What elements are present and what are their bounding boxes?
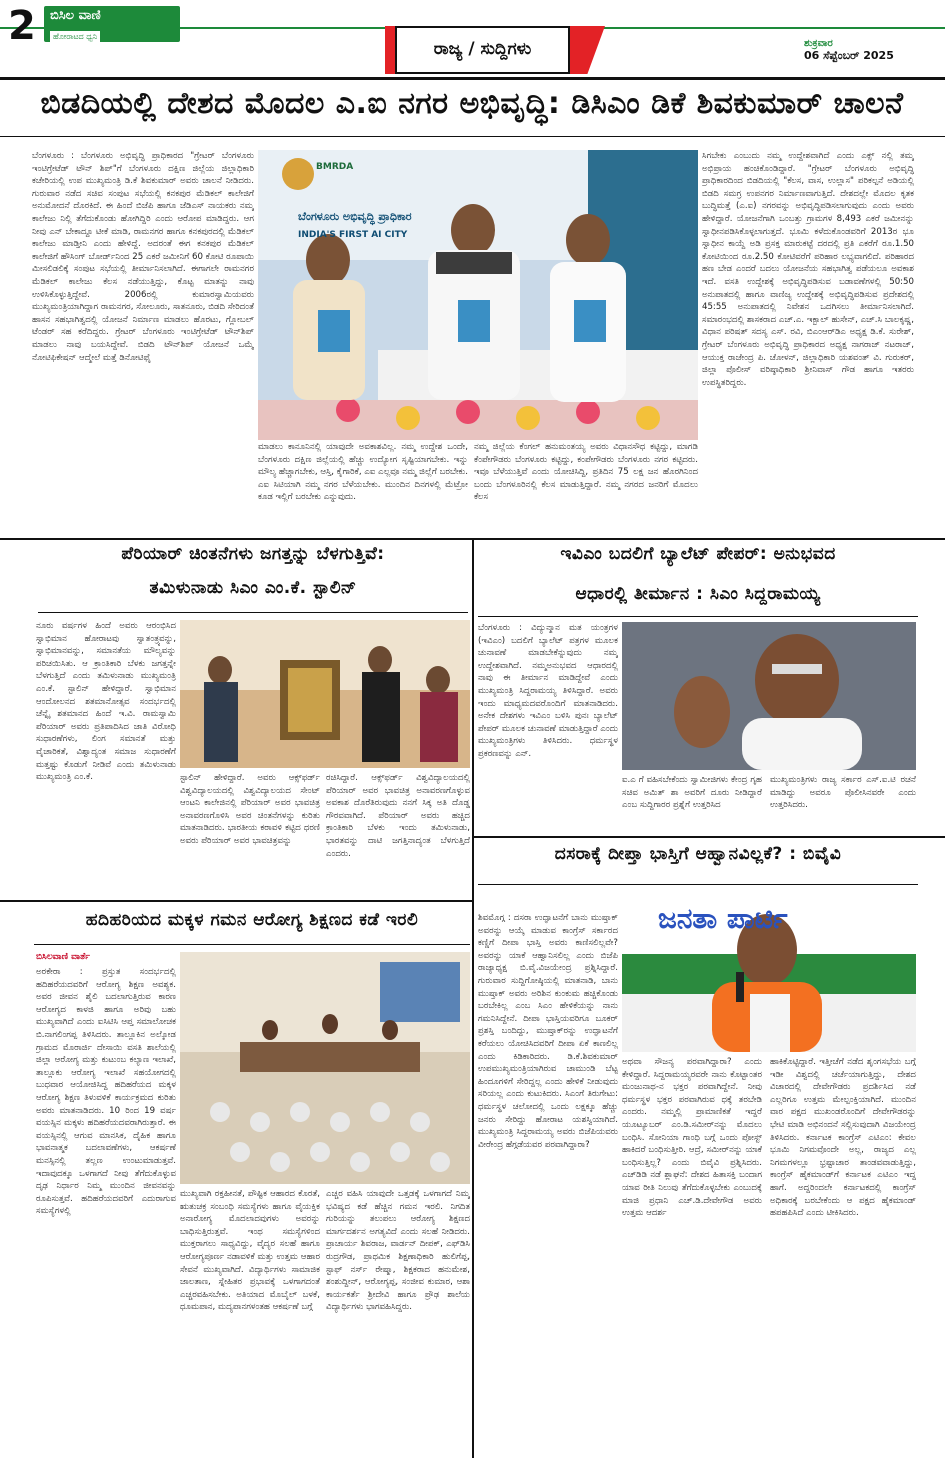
section-label: ರಾಜ್ಯ / ಸುದ್ದಿಗಳು: [433, 39, 532, 59]
story4-col2: ಅಥವಾ ಸೌಜನ್ಯ ಪರವಾಗಿದ್ದಾರಾ? ಎಂದು ಕೇಳಿದ್ದಾರೆ. ಸಿದ್ದರಾಮಯ್ಯರವರೇ ನಾನು ಕೊಟ್ಟಾಂತರ ಮಂಜುನಾಥ-ನ ಭಕ್ತರ ಪರವಾಗಿದ್ದೇನೆ. ನೀವು ಧರ್ಮಸ್ಥಳ ಭಕ್ತರ ಪರವಾಗಿರುವ ಧಕ್ಕೆ ತರಬೇಡಿ ಎಂದರು. ನಮ್ಮಲ್ಲಿ ಪ್ರಾಮಾಣಿಕತೆ ಇದ್ದರೆ ಯೂಟ್ಯೂಬರ್ ಎಂ.ಡಿ.ಸಮೀರ್‌ನನ್ನು ಮೊದಲು ಬಂಧಿಸಿ. ಸೋನಿಯಾ ಗಾಂಧಿ ಬಗ್ಗೆ ಒಂದು ಪೋಸ್ಟ್ ಹಾಕಿದರೆ ಬಂಧಿಸುತ್ತೀರಿ. ಆದ್ರೆ, ಸಮೀರ್‌ನನ್ನು ಯಾಕೆ ಬಂಧಿಸುತ್ತಿಲ್ಲ? ಎಂದು ಬಿವೈವಿ ಪ್ರಶ್ನಿಸಿದರು. ಎಚ್‌ಡಿಡಿ ನಡೆ ಶ್ಲಾಘನೆ: ದೇಶದ ಹಿತಾಸಕ್ತಿ ಬಂದಾಗ ಯಾವ ರೀತಿ ನಿಲುವು ತೆಗೆದುಕೊಳ್ಳಬೇಕು ಎಂಬುದಕ್ಕೆ ಮಾಜಿ ಪ್ರಧಾನಿ ಎಚ್.ಡಿ.ದೇವೇಗೌಡ ಅವರು ಉತ್ತಮ ಆದರ್ಶ: [622, 1057, 762, 1219]
story2-photo: [180, 620, 470, 768]
brand-name: ಬಿಸಿಲ ವಾಣಿ: [50, 8, 101, 23]
story3-col1: ಬೆಂಗಳೂರು : ವಿದ್ಯುನ್ಮಾನ ಮತ ಯಂತ್ರಗಳ (ಇವಿಎಂ) ಬದಲಿಗೆ ಬ್ಯಾಲೆಟ್ ಪತ್ರಗಳ ಮೂಲಕ ಚುನಾವಣೆ ಮಾಡಬೇಕೆನ್ನುವುದು ನಮ್ಮ ಉದ್ದೇಶವಾಗಿದೆ. ನಮ್ಮಅನುಭವದ ಆಧಾರದಲ್ಲಿ ನಾವು ಈ ತೀರ್ಮಾನ ಮಾಡಿದ್ದೇವೆ ಎಂದು ಮುಖ್ಯಮಂತ್ರಿ ಸಿದ್ದರಾಮಯ್ಯ ತಿಳಿಸಿದ್ದಾರೆ. ಅವರು ಇಂದು ಮಾಧ್ಯಮದವರೊಂದಿಗೆ ಮಾತನಾಡಿದರು. ಅನೇಕ ದೇಶಗಳು ಇವಿಎಂ ಬಳಿಸಿ ಪುನಃ ಬ್ಯಾಲೆಟ್ ಪೇಪರ್ ಮೂಲಕ ಚುನಾವಣೆ ಮಾಡುತ್ತಿದ್ದಾರೆ ಎಂದು ಮುಖ್ಯಮಂತ್ರಿಗಳು ತಿಳಿಸಿದರು. ಧರ್ಮಸ್ಥಳ ಪ್ರಕರಣವನ್ನು ಎನ್.: [478, 623, 618, 759]
story5-top-rule: [0, 900, 472, 902]
story5-photo-illustration: [180, 952, 470, 1184]
story3-headline-line2: ಆಧಾರಲ್ಲಿ ತೀರ್ಮಾನ : ಸಿಎಂ ಸಿದ್ದರಾಮಯ್ಯ: [575, 584, 821, 604]
center-divider: [472, 538, 474, 1458]
story5-rule: [34, 944, 470, 945]
date-label: 06 ಸೆಪ್ಟೆಂಬರ್ 2025: [804, 49, 894, 62]
story2-col3: ರಚಿಸಿದ್ದಾರೆ. ಆಕ್ಸ್‌ಫರ್ಡ್ ವಿಶ್ವವಿದ್ಯಾಲಯದಲ್ಲಿ ಪೆರಿಯಾರ್ ಅವರ ಭಾವಚಿತ್ರ ಅನಾವರಣಗೊಳ್ಳುವ ಅವಕಾಶ ದೊರೆತಿರುವುದು ನನಗೆ ಸಿಕ್ಕ ಅತಿ ದೊಡ್ಡ ಗೌರವವಾಗಿದೆ. ಪೆರಿಯಾರ್ ಅವರು ಹಚ್ಚಿದ ಕ್ರಾಂತಿಕಾರಿ ಬೆಳಕು ಇಂದು ತಮಿಳುನಾಡು, ಭಾರತವನ್ನು ದಾಟಿ ಜಗತ್ತಿನಾದ್ಯಂತ ಬೆಳಗುತ್ತಿದೆ ಎಂದರು.: [326, 773, 470, 859]
story1-col1: ಬೆಂಗಳೂರು : ಬೆಂಗಳೂರು ಅಭಿವೃದ್ಧಿ ಪ್ರಾಧಿಕಾರದ "ಗ್ರೇಟರ್ ಬೆಂಗಳೂರು ಇಂಟಿಗ್ರೇಟೆಡ್ ಟೌನ್ ಶಿಪ್"ಗೆ ಬೆಂಗಳೂರು ದಕ್ಷಿಣ ಜಿಲ್ಲೆಯ ಜಿಲ್ಲಾಧಿಕಾರಿ ಕಚೇರಿಯಲ್ಲಿ ಉಪ ಮುಖ್ಯಮಂತ್ರಿ ಡಿ.ಕೆ ಶಿವಕುಮಾರ್ ಅವರು ಚಾಲನೆ ನೀಡಿದರು. ಗುರುವಾರ ನಡೆದ ಸಚಿವ ಸಂಪುಟ ಸಭೆಯಲ್ಲಿ ಕನಕಪುರ ಮೆಡಿಕಲ್ ಕಾಲೇಜಿಗೆ ಅನುಮೋದನೆ ದೊರಕಿದೆ. ಈ ಹಿಂದೆ ಬಿಜೆಪಿ ಹಾಗೂ ಜೆಡಿಎಸ್ ನಾಯಕರು ನಮ್ಮ ಕಾಲೇಜು ನಿಲ್ಲಿ ತೆಗೆದುಕೊಂಡು ಹೋಗಿದ್ದಿರಿ ಎಂದು ಆರೋಪ ಮಾಡಿದ್ದರು. ಆಗ ನೀವು ಎನ್ ಬೇಕಾದ್ದೂ ಟೀಕೆ ಮಾಡಿ, ರಾಮನಗರ ಹಾಗೂ ಕನಕಪುರದಲ್ಲಿ ಮೆಡಿಕಲ್ ಕಾಲೇಜು ಮಾಡ್ತೀನಿ ಎಂದು ಹೇಳಿದ್ದೆ. ಅದರಂತೆ ಈಗ ಕನಕಪುರ ಮೆಡಿಕಲ್ ಕಾಲೇಜಿಗೆ ಹೌಸಿಂಗ್ ಬೋರ್ಡ್‌ನಿಂದ 25 ಎಕರೆ ಜಮೀನಿಗೆ 60 ಕೋಟಿ ರೂಪಾಯಿ ಮೀಸಲಿಡಲಿಕ್ಕೆ ಸಂಪುಟ ಸಭೆಯಲ್ಲಿ ತೀರ್ಮಾನಿಸಲಾಗಿದೆ. ಈಗಾಗಲೇ ರಾಮನಗರ ಮೆಡಿಕಲ್ ಕಾಲೇಜು ಕೆಲಸ ನಡೆಯುತ್ತಿದ್ದು, ಕೊಟ್ಟ ಮಾತನ್ನು ನಾವು ಉಳಿಸಿಕೊಳ್ಳುತ್ತಿದ್ದೇವೆ. 2006ರಲ್ಲಿ ಕುಮಾರಸ್ವಾಮಿಯವರು ಮುಖ್ಯಮಂತ್ರಿಯಾಗಿದ್ದಾಗ ರಾಮನಗರ, ಸೋಲೂರು, ಸಾತನೂರು, ಬಿಡದಿ ಸೇರಿದಂತೆ ಹಾಸನ ಸಹಭಾಗಿತ್ವದಲ್ಲಿ ಯೋಜನೆ ನಿರ್ಮಾಣ ಮಾಡಲು ಹೊರಟು, ಗ್ಲೋಬಲ್ ಟೆಂಡರ್ ಸಹ ಕರೆದಿದ್ದರು. ಗ್ರೇಟರ್ ಬೆಂಗಳೂರು ಇಂಟಿಗ್ರೇಟೆಡ್ ಟೌನ್‌ಶಿಪ್ ಮಾಡಲು ನಾವು ಬಯಸಿದ್ದೇವೆ. ಬಿಡದಿ ಟೌನ್‌ಶಿಪ್ ಯೋಜನೆ ಒಮ್ಮೆ ನೋಟಿಫಿಕೇಷನ್ ಆದ್ಮೇಲೆ ಮತ್ತೆ ಡಿನೋಟಿಫೈ: [32, 151, 254, 363]
masthead-bottom-rule: [0, 77, 945, 80]
story5-col2: ಮುಖ್ಯವಾಗಿ ರಕ್ತಹೀನತೆ, ಪೌಷ್ಟಿಕ ಆಹಾರದ ಕೊರತೆ, ಋತುಚಕ್ರ ಸಂಬಂಧಿ ಸಮಸ್ಯೆಗಳು ಹಾಗೂ ವೈಯಕ್ತಿಕ ಅನಾರೋಗ್ಯ ಮೊದಲಾದವುಗಳು ಅವರನ್ನು ಬಾಧಿಸುತ್ತಿರುತ್ತವೆ. ಇಂಥ ಸಮಸ್ಯೆಗಳಿಂದ ಮುಕ್ತರಾಗಲು ಸಾಧ್ಯವಿದ್ದು, ವೈದ್ಯರ ಸಲಹೆ ಹಾಗೂ ಆರೋಗ್ಯಪೂರ್ಣ ನಡಾವಳಿಕೆ ಮತ್ತು ಉತ್ತಮ ಆಹಾರ ಸೇವನೆ ಮುಖ್ಯವಾಗಿದೆ. ವಿದ್ಯಾರ್ಥಿಗಳು ಸಾಮಾಜಿಕ ಜಾಲತಾಣ, ಸ್ನೇಹಿತರ ಪ್ರಭಾವಕ್ಕೆ ಒಳಗಾಗದಂತೆ ಎಚ್ಚರವಹಿಸಬೇಕು. ಅತಿಯಾದ ಮೊಬೈಲ್ ಬಳಕೆ, ಧೂಮಪಾನ, ಮದ್ಯಪಾನಗಳಂತಹ ಆಕರ್ಷಣೆ ಬಗ್ಗೆ: [180, 1189, 320, 1313]
story2-photo-illustration: [180, 620, 470, 768]
story2-col1: ನೂರು ವರ್ಷಗಳ ಹಿಂದೆ ಅವರು ಆರಂಭಿಸಿದ ಸ್ವಾಭಿಮಾನ ಹೋರಾಟವು ಸ್ವಾತಂತ್ರ್ಯವನ್ನು, ಸ್ವಾಭಿಮಾನವನ್ನು, ಸಮಾನತೆಯ ಮೌಲ್ಯವನ್ನು ಪರಿಚಯಿಸಿತು. ಆ ಕ್ರಾಂತಿಕಾರಿ ಬೆಳಕು ಜಗತ್ತನ್ನೇ ಬೆಳಗುತ್ತಿದೆ ಎಂದು ತಮಿಳುನಾಡು ಮುಖ್ಯಮಂತ್ರಿ ಎಂ.ಕೆ. ಸ್ಟಾಲಿನ್ ಹೇಳಿದ್ದಾರೆ. ಸ್ವಾಭಿಮಾನ ಆಂದೋಲನದ ಶತಮಾನೋತ್ಸವ ಸಂದರ್ಭದಲ್ಲಿ ಚೆನ್ನೈ ಶತಮಾನದ ಹಿಂದೆ ಇ.ವಿ. ರಾಮಸ್ವಾಮಿ ಪೆರಿಯಾರ್ ಅವರು ಪ್ರತಿಪಾದಿಸಿದ ಜಾತಿ ವಿರೋಧಿ ಸುಧಾರಣೆಗಳು, ಲಿಂಗ ಸಮಾನತೆ ಮತ್ತು ವೈಚಾರಿಕತೆ, ವಿಶ್ವಾದ್ಯಂತ ಸಮಾಜ ಸುಧಾರಣೆಗೆ ಮತ್ತಷ್ಟು ಕೊಡುಗೆ ನೀಡಿವೆ ಎಂದು ತಮಿಳುನಾಡು ಮುಖ್ಯಮಂತ್ರಿ ಎಂ.ಕೆ.: [36, 621, 176, 783]
story4-rule: [478, 884, 918, 885]
day-label: ಶುಕ್ರವಾರ: [804, 38, 833, 49]
story3-headline-line1: ಇವಿಎಂ ಬದಲಿಗೆ ಬ್ಯಾಲೆಟ್ ಪೇಪರ್: ಅನುಭವದ: [560, 544, 836, 564]
brand-logo: [44, 6, 180, 42]
story2-rule: [38, 612, 468, 613]
brand-tagline: ಹೋರಾಟದ ಧ್ವನಿ: [50, 31, 100, 43]
story1-photo-caption2: ನಮ್ಮ ಜಿಲ್ಲೆಯ ಕೆಂಗಲ್ ಹನುಮಂತಯ್ಯ ಅವರು ವಿಧಾನಸೌಧ ಕಟ್ಟಿದ್ದು, ಮಾಗಡಿ ಕೆಂಪೇಗೌಡರು ಬೆಂಗಳೂರು ಕಟ್ಟಿದ್ದು, ಕಂಪೇಗೌಡರು ಬೆಂಗಳೂರು ನಗರ ಕಟ್ಟಿದರು. ಇವೂ ಬೆಳೆಯುತ್ತಿವೆ ಎಂದು ಯೋಚಿಸಿದ್ದಿ, ಪ್ರತಿದಿನ 75 ಲಕ್ಷ ಜನ ಹೊರಗಿನಿಂದ ಬಂದು ಬೆಂಗಳೂರಿನಲ್ಲಿ ಕೆಲಸ ಮಾಡುತ್ತಿದ್ದಾರೆ. ನಮ್ಮ ನಗರದ ಜನರಿಗೆ ಮೊದಲು ಕೆಲಸ: [474, 442, 698, 503]
story4-col1: ಶಿವಮೊಗ್ಗ : ದಸರಾ ಉದ್ಘಾಟನೆಗೆ ಬಾನು ಮುಷ್ತಾಕ್ ಅವರನ್ನು ಆಯ್ಕೆ ಮಾಡುವ ಕಾಂಗ್ರೆಸ್ ಸರ್ಕಾರದ ಕಣ್ಣಿಗೆ ದೀಪಾ ಭಾಸ್ತಿ ಅವರು ಕಾಣಿಸಲಿಲ್ಲವೇ? ಅವರನ್ನು ಯಾಕೆ ಆಹ್ವಾನಿಸಲಿಲ್ಲ ಎಂದು ಬಿಜೆಪಿ ರಾಜ್ಯಾಧ್ಯಕ್ಷ ಬಿ.ವೈ.ವಿಜಯೇಂದ್ರ ಪ್ರಶ್ನಿಸಿದ್ದಾರೆ. ಗುರುವಾರ ಸುದ್ದಿಗೋಷ್ಠಿಯಲ್ಲಿ ಮಾತನಾಡಿ, ಬಾನು ಮುಷ್ತಾಕ್ ಅವರು ಅರಿಶಿನ ಕುಂಕುಮ ಹಚ್ಚಿಕೊಂಡು ಬರಬೇಕಿಲ್ಲ ಎಂಬ ಸಿಎಂ ಹೇಳಿಕೆಯನ್ನು ನಾನು ಗಮನಿಸಿದ್ದೇನೆ. ದೀಪಾ ಭಾಸ್ತಿಯವರಿಗೂ ಬೂಕರ್ ಪ್ರಶಸ್ತಿ ಬಂದಿದ್ದು, ಮುಷ್ತಾಕ್‌ರನ್ನು ಉದ್ಘಾಟನೆಗೆ ಕರೆಯಲು ಯೋಚಿಸಿದವರಿಗೆ ದೀಪಾ ಏಕೆ ಕಾಣಲಿಲ್ಲ ಎಂದು ಕಿಡಿಕಾರಿದರು. ಡಿ.ಕೆ.ಶಿವಕುಮಾರ್ ಉಪಮುಖ್ಯಮಂತ್ರಿಯಾಗಿರುವ ಚಾಮುಂಡಿ ಬೆಟ್ಟ ಹಿಂದೂಗಳಿಗೆ ಸೇರಿದ್ದಲ್ಲ ಎಂದು ಹೇಳಿಕೆ ನೀಡುವುದು ಸರಿಯಲ್ಲ ಎಂದು ಕುಟುಕಿದರು. ಸಿಎಂಗೆ ತಿರುಗೇಟು: ಧರ್ಮಸ್ಥಳ ಚಲೋದಲ್ಲಿ ಒಂದು ಲಕ್ಷಕ್ಕೂ ಹೆಚ್ಚು ಜನರು ಸೇರಿದ್ದು ಹೋರಾಟ ಯಶಸ್ವಿಯಾಗಿದೆ. ಮುಖ್ಯಮಂತ್ರಿ ಸಿದ್ದರಾಮಯ್ಯ ಅವರು ಬಿಜೆಪಿಯವರು ವೀರೇಂದ್ರ ಹೆಗ್ಗಡೆಯವರ ಪರವಾಗಿದ್ದಾರಾ?: [478, 913, 618, 1150]
story1-rule: [0, 136, 945, 137]
story1-photo-caption: ಮಾಡಲು ಕಾನೂನಿನಲ್ಲಿ ಯಾವುದೇ ಅವಕಾಶವಿಲ್ಲ. ನಮ್ಮ ಉದ್ದೇಶ ಒಂದೇ, ಬೆಂಗಳೂರು ದಕ್ಷಿಣ ಜಿಲ್ಲೆಯಲ್ಲಿ ಹೆಚ್ಚು ಉದ್ಯೋಗ ಸೃಷ್ಟಿಯಾಗಬೇಕು. ಇನ್ನು ಮೌಲ್ಯ ಹೆಚ್ಚಾಗಬೇಕು, ಆಸ್ತಿ, ಕೈಗಾರಿಕೆ, ಎಐ ಎಲ್ಲವೂ ನಮ್ಮ ಜಿಲ್ಲೆಗೆ ಬರಬೇಕು. ಎಐ ಸಿಟಿಯಾಗಿ ನಮ್ಮ ನಗರ ಬೆಳೆಯಬೇಕು. ಮುಂದಿನ ದಿನಗಳಲ್ಲಿ ಮೆಟ್ರೋ ಕೂಡ ಇಲ್ಲಿಗೆ ಬರಬೇಕು ಎನ್ನುವುದು.: [258, 442, 468, 503]
story4-photo-banner: ಜನತಾ ಪಾರ್ಟಿ: [658, 902, 788, 935]
page-number: 2: [8, 3, 36, 49]
story3-photo: [622, 622, 916, 770]
dateline: [804, 38, 940, 63]
story5-headline: ಹದಿಹರಿಯದ ಮಕ್ಕಳ ಗಮನ ಆರೋಗ್ಯ ಶಿಕ್ಷಣದ ಕಡೆ ಇರಲಿ: [85, 910, 419, 930]
story2-headline-line2: ತಮಿಳುನಾಡು ಸಿಎಂ ಎಂ.ಕೆ. ಸ್ಟಾಲಿನ್: [149, 578, 357, 598]
story2-headline-line1: ಪೆರಿಯಾರ್ ಚಿಂತನೆಗಳು ಜಗತ್ತನ್ನು ಬೆಳಗುತ್ತಿವೆ:: [121, 544, 385, 564]
story3-rule: [478, 616, 918, 617]
story2-col2: ಸ್ಟಾಲಿನ್ ಹೇಳಿದ್ದಾರೆ. ಅವರು ಆಕ್ಸ್‌ಫರ್ಡ್ ವಿಶ್ವವಿದ್ಯಾಲಯದಲ್ಲಿ ವಿಶ್ವವಿದ್ಯಾಲಯದ ಸೇಂಟ್ ಆಂಟನಿ ಕಾಲೇಜಿನಲ್ಲಿ ಪೆರಿಯಾರ್ ಅವರ ಭಾವಚಿತ್ರ ಅನಾವರಣಗೊಳಿಸಿ ಅವರ ಚಿಂತನೆಗಳನ್ನು ಕುರಿತು ಮಾತನಾಡಿದರು. ಭಾರತೀಯ ಕರಾವಳಿ ಕಟ್ಟಿದ ಧರಣಿ ಅವರು ಪೆರಿಯಾರ್ ಅವರ ಭಾವಚಿತ್ರವನ್ನು: [180, 773, 320, 846]
story5-col1: ಅರಕೇರಾ : ಪ್ರಸ್ತುತ ಸಂದರ್ಭದಲ್ಲಿ ಹದಿಹರೆಯದವರಿಗೆ ಆರೋಗ್ಯ ಶಿಕ್ಷಣ ಅವಶ್ಯಕ. ಅವರ ಜೀವನ ಶೈಲಿ ಬದಲಾಗುತ್ತಿರುವ ಕಾರಣ ಆರೋಗ್ಯದ ಕಾಳಜಿ ಹಾಗೂ ಅರಿವು ಬಹು ಮುಖ್ಯವಾಗಿದೆ ಎಂದು ಐಸಿಟಿಸಿ ಆಪ್ತ ಸಮಾಲೋಚಕ ಬಿ.ನಾಗಲಿಂಗಪ್ಪ ತಿಳಿಸಿದರು. ತಾಲ್ಲೂಕಿನ ಅಲ್ಕೋಡ ಗ್ರಾಮದ ಮೊರಾರ್ಜಿ ದೇಸಾಯಿ ವಸತಿ ಶಾಲೆಯಲ್ಲಿ ಜಿಲ್ಲಾ ಆರೋಗ್ಯ ಮತ್ತು ಕುಟುಂಬ ಕಲ್ಯಾಣ ಇಲಾಖೆ, ತಾಲ್ಲೂಕು ಆರೋಗ್ಯ ಇಲಾಖೆ ಸಹಯೋಗದಲ್ಲಿ ಬುಧವಾರ ಆಯೋಜಿಸಿದ್ದ ಹದಿಹರೆಯದ ಮಕ್ಕಳ ಆರೋಗ್ಯ ಶಿಕ್ಷಣ ತಿಳುವಳಿಕೆ ಕಾರ್ಯಕ್ರಮದ ಕುರಿತು ಅವರು ಮಾತನಾಡಿದರು. 10 ರಿಂದ 19 ವರ್ಷ ವಯಸ್ಸಿನ ಮಕ್ಕಳು ಹದಿಹರೆಯದವರಾಗಿರುತ್ತಾರೆ. ಈ ವಯಸ್ಸಿನಲ್ಲಿ ಆಗುವ ಮಾನಸಿಕ, ದೈಹಿಕ ಹಾಗೂ ಭಾವನಾತ್ಮಕ ಬದಲಾವಣೆಗಳು, ಆಕರ್ಷಣೆ ಮನಸ್ಸಿನಲ್ಲಿ ತಲ್ಲಣ ಉಂಟುಮಾಡುತ್ತವೆ. ಇದಾವುದಕ್ಕೂ ಒಳಗಾಗದೆ ನೀವು ತೆಗೆದುಕೊಳ್ಳುವ ದೃಢ ನಿರ್ಧಾರ ನಿಮ್ಮ ಮುಂದಿನ ಜೀವನವನ್ನು ರೂಪಿಸುತ್ತವೆ. ಹದಿಹರೆಯದವರಿಗೆ ಎದುರಾಗುವ ಸಮಸ್ಯೆಗಳಲ್ಲಿ: [36, 967, 176, 1217]
story1-photo-logo: BMRDA: [316, 162, 354, 172]
story1-col3: ಸಿಗಬೇಕು ಎಂಬುದು ನಮ್ಮ ಉದ್ದೇಶವಾಗಿದೆ ಎಂದು ಎಕ್ಸ್ ನಲ್ಲಿ ತಮ್ಮ ಅಭಿಪ್ರಾಯ ಹಂಚಿಕೊಂಡಿದ್ದಾರೆ. "ಗ್ರೇಟರ್ ಬೆಂಗಳೂರು ಅಭಿವೃದ್ಧಿ ಪ್ರಾಧಿಕಾರದಿಂದ ಬಿಡದಿಯಲ್ಲಿ "ಕೆಲಸ, ವಾಸ, ಉಲ್ಲಾಸ" ಪರಿಕಲ್ಪನೆ ಅಡಿಯಲ್ಲಿ ಬಿಡದಿ ಸಮಗ್ರ ಉಪನಗರ ನಿರ್ಮಾಣವಾಗುತ್ತಿದೆ. ದೇಶದಲ್ಲೇ ಮೊದಲ ಕೃತಕ ಬುದ್ಧಿಮತ್ತೆ (ಎ.ಐ) ನಗರವನ್ನು ಅಭಿವೃದ್ಧಿಪಡಿಸಲಾಗುವುದು ಎಂದು ಅವರು ಹೇಳಿದ್ದಾರೆ. ಯೋಜನೆಗಾಗಿ ಒಂಬತ್ತು ಗ್ರಾಮಗಳ 8,493 ಎಕರೆ ಜಮೀನನ್ನು ಸ್ವಾಧೀನಪಡಿಸಿಕೊಳ್ಳಲಾಗುತ್ತದೆ. ಭೂಮಿ ಕಳೆದುಕೊಂಡವರಿಗೆ 2013ರ ಭೂ ಸ್ವಾಧೀನ ಕಾಯ್ದೆ ಅಡಿ ಪ್ರಸಕ್ತ ಮಾರುಕಟ್ಟೆ ದರದಲ್ಲಿ ಪ್ರತಿ ಎಕರೆಗೆ ರೂ.1.50 ಕೋಟಿಯಿಂದ ರೂ.2.50 ಕೋಟಿವರೆಗೆ ಪರಿಹಾರ ಲಭ್ಯವಾಗಲಿದೆ. ಪರಿಹಾರದ ಹಣ ಬೇಡ ಎಂದರೆ ಬದಲು ಯೋಜನೆಯ ಸಹಭಾಗಿತ್ವ ಪಡೆಯಲೂ ಅವಕಾಶ ಇದೆ. ವಸತಿ ಉದ್ದೇಶಕ್ಕೆ ಅಭಿವೃದ್ಧಿಪಡಿಸುವ ಬಡಾವಣೆಗಳಲ್ಲಿ 50:50 ಅನುಪಾತದಲ್ಲಿ ಹಾಗೂ ವಾಣಿಜ್ಯ ಉದ್ದೇಶಕ್ಕೆ ಅಭಿವೃದ್ಧಿಪಡಿಸುವ ಪ್ರದೇಶದಲ್ಲಿ 45:55 ಅನುಪಾತದಲ್ಲಿ ನಿವೇಶನ ಒದಗಿಸಲು ತೀರ್ಮಾನಿಸಲಾಗಿದೆ. ಸಮಾರಂಭದಲ್ಲಿ ಶಾಸಕರಾದ ಎಚ್.ಎ. ಇಕ್ಬಾಲ್ ಹುಸೇನ್, ಎಚ್.ಸಿ ಬಾಲಕೃಷ್ಣ, ವಿಧಾನ ಪರಿಷತ್ ಸದಸ್ಯ ಎಸ್. ರವಿ, ಬಿಎಂಆರ್‌ಡಿಎ ಅಧ್ಯಕ್ಷ ಡಿ.ಕೆ. ಸುರೇಶ್, ಗ್ರೇಟರ್ ಬೆಂಗಳೂರು ಅಭಿವೃದ್ಧಿ ಪ್ರಾಧಿಕಾರದ ಅಧ್ಯಕ್ಷ ನಾಗರಾಜ್ ನಟರಾಜ್, ಆಯುಕ್ತ ರಾಜೇಂದ್ರ ಪಿ. ಚೋಳನ್, ಜಿಲ್ಲಾಧಿಕಾರಿ ಯಶವಂತ್ ವಿ. ಗುರುಕರ್, ಜಿಲ್ಲಾ ಪೊಲೀಸ್ ವರಿಷ್ಠಾಧಿಕಾರಿ ಶ್ರೀನಿವಾಸ್ ಗೌಡ ಹಾಗೂ ಇತರರು ಉಪಸ್ಥಿತರಿದ್ದರು.: [702, 151, 914, 388]
story5-byline: ಬಿಸಿಲವಾಣಿ ವಾರ್ತೆ: [36, 952, 90, 962]
story5-col3: ಎಚ್ಚರ ವಹಿಸಿ ಯಾವುದೇ ಒತ್ತಡಕ್ಕೆ ಒಳಗಾಗದೆ ನಿಮ್ಮ ಭವಿಷ್ಯದ ಕಡೆ ಹೆಚ್ಚಿನ ಗಮನ ಇರಲಿ. ನಿಗದಿತ ಗುರಿಯನ್ನು ತಲುಪಲು ಆರೋಗ್ಯ ಶಿಕ್ಷಣದ ಮಾರ್ಗದರ್ಶನ ಅಗತ್ಯವಿದೆ ಎಂದು ಸಲಹೆ ನೀಡಿದರು. ಪ್ರಾಚಾರ್ಯ ಶಿವರಾಜ, ವಾರ್ಡನ್ ದೀಪಕ್, ಎಫ್‌ಡಿಸಿ ರುದ್ರಗೌಡ, ಪ್ರಾಥಮಿಕ ಶಿಕ್ಷಣಾಧಿಕಾರಿ ಹುಲಿಗೆಪ್ಪ, ಸ್ಟಾಫ್ ನರ್ಸ್ ರೇಷ್ಮಾ, ಶಿಕ್ಷಕರಾದ ಹನುಮೇಶ, ಶಂಶುದ್ದೀನ್, ಆರೋಗ್ಯಪ್ಪ, ಸಂಜೀವ ಕುಮಾರ, ಆಶಾ ಕಾರ್ಯಕರ್ತೆ ಶ್ರೀದೇವಿ ಹಾಗೂ ಪ್ರೌಢ ಶಾಲೆಯ ವಿದ್ಯಾರ್ಥಿಗಳು ಭಾಗವಹಿಸಿದ್ದರು.: [326, 1189, 470, 1313]
story4-photo: [622, 894, 916, 1052]
story1-photo-banner2: INDIA'S FIRST AI CITY: [298, 230, 408, 240]
story4-headline: ದಸರಾಕ್ಕೆ ದೀಪ್ತಾ ಭಾಸ್ತಿಗೆ ಆಹ್ವಾನವಿಲ್ಲಕೆ? : ಬಿವೈವಿ: [554, 844, 842, 864]
section-label-box: [395, 26, 570, 74]
story3-col2: ಐ.ಎ ಗೆ ವಹಿಸಬೇಕೆಂದು ಸ್ವಾಮೀಜಿಗಳು ಕೇಂದ್ರ ಗೃಹ ಸಚಿವ ಅಮಿತ್ ಶಾ ಅವರಿಗೆ ದೂರು ನೀಡಿದ್ದಾರೆ ಎಂಬ ಸುದ್ದಿಗಾರರ ಪ್ರಶ್ನೆಗೆ ಉತ್ತರಿಸಿದ: [622, 775, 762, 811]
story1-photo-banner: ಬೆಂಗಳೂರು ಅಭಿವೃದ್ಧಿ ಪ್ರಾಧಿಕಾರ: [298, 210, 412, 223]
story5-photo: [180, 952, 470, 1184]
story3-photo-illustration: [622, 622, 916, 770]
story3-col3: ಮುಖ್ಯಮಂತ್ರಿಗಳು ರಾಜ್ಯ ಸರ್ಕಾರ ಎಸ್.ಐ.ಟಿ ರಚನೆ ಮಾಡಿದ್ದು ಅವರೂ ಪೊಲೀಸಿನವರೇ ಎಂದು ಉತ್ತರಿಸಿದರು.: [770, 775, 916, 811]
story4-col3: ಹಾಕಿಕೊಟ್ಟಿದ್ದಾರೆ. ಇತ್ತೀಚೆಗೆ ನಡೆದ ಶೃಂಗಸಭೆಯ ಬಗ್ಗೆ ಇಡೀ ವಿಶ್ವದಲ್ಲಿ ಚರ್ಚೆಯಾಗುತ್ತಿದ್ದು, ದೇಶದ ವಿಚಾರದಲ್ಲಿ ದೇವೇಗೌಡರು ಪ್ರದರ್ಶಿಸಿದ ನಡೆ ಎಲ್ಲರಿಗೂ ಉತ್ತಮ ಮೇಲ್ಪಂಕ್ತಿಯಾಗಿದೆ. ಮುಂದಿನ ವಾರ ಪಕ್ಷದ ಮುಖಂಡರೊಂದಿಗೆ ದೇವೇಗೌಡರನ್ನು ಭೇಟಿ ಮಾಡಿ ಅಭಿನಂದನೆ ಸಲ್ಲಿಸುವುದಾಗಿ ವಿಜಯೇಂದ್ರ ತಿಳಿಸಿದರು. ಕರ್ನಾಟಕ ಕಾಂಗ್ರೆಸ್ ಎಟಿಎಂ: ಕೇವಲ ಭೂಮಿ ನಿಗಮವೊಂದೇ ಅಲ್ಲ, ರಾಜ್ಯದ ಎಲ್ಲ ನಿಗಮಗಳಲ್ಲೂ ಭ್ರಷ್ಟಾಚಾರ ತಾಂಡವವಾಡುತ್ತಿದ್ದು, ಕಾಂಗ್ರೆಸ್ ಹೈಕಮಾಂಡ್‌ಗೆ ಕರ್ನಾಟಕ ಎಟಿಎಂ ಇದ್ದ ಹಾಗೆ. ಅದ್ದರಿಂದಲೇ ಕರ್ನಾಟಕದಲ್ಲಿ ಕಾಂಗ್ರೆಸ್ ಅಧಿಕಾರಕ್ಕೆ ಬರಬೇಕೆಂದು ಆ ಪಕ್ಷದ ಹೈಕಮಾಂಡ್ ಹಪಹಪಿಸಿದೆ ಎಂದು ಟೀಕಿಸಿದರು.: [770, 1057, 916, 1219]
story1-photo-illustration: [258, 150, 698, 440]
story1-photo: [258, 150, 698, 440]
story1-headline: ಬಿಡದಿಯಲ್ಲಿ ದೇಶದ ಮೊದಲ ಎ.ಐ ನಗರ ಅಭಿವೃದ್ಧಿ: ಡಿಸಿಎಂ ಡಿಕೆ ಶಿವಕುಮಾರ್ ಚಾಲನೆ: [40, 86, 904, 121]
story3-bottom-rule: [474, 836, 945, 838]
